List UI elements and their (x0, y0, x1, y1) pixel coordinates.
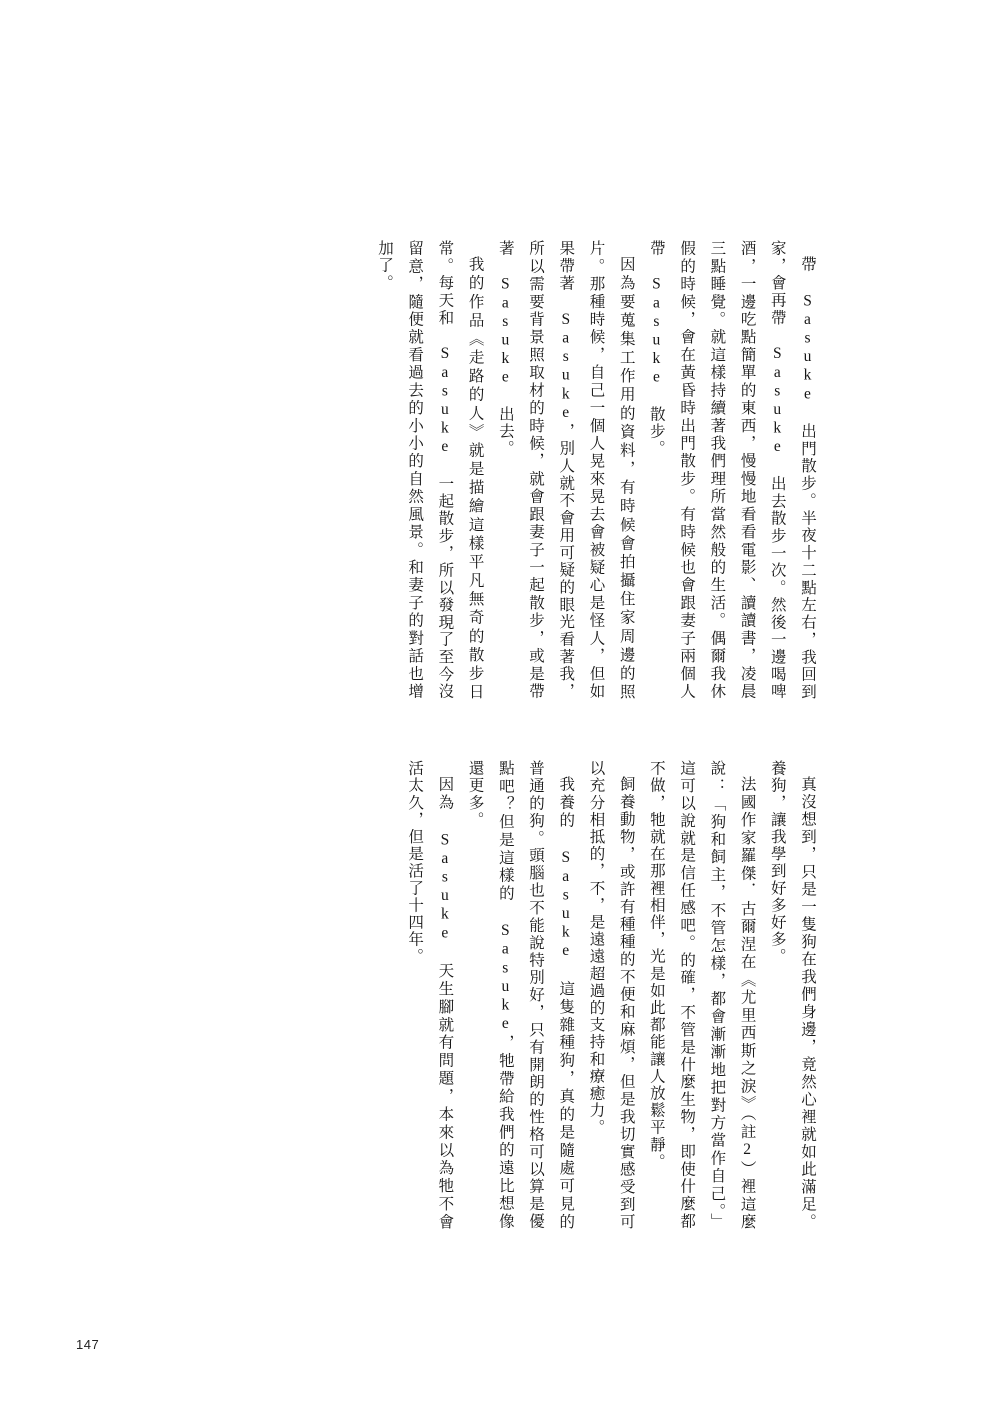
body-text-lower (399, 760, 822, 1230)
paragraph: 飼養動物，或許有種種的不便和麻煩，但是我切實感受到可以充分相抵的，不，是遠遠超過的支持和療癒力。 (587, 760, 635, 1230)
paragraph: 我養的 Sasuke 這隻雜種狗，真的是隨處可見的普通的狗。頭腦也不能說特別好，只有開朗的性格可以算是優點吧？但是這樣的 Sasuke，牠帶給我們的遠比想像還更多。 (466, 760, 575, 1230)
paragraph: 我的作品《走路的人》就是描繪這樣平凡無奇的散步日常。每天和 Sasuke 一起散步，所以發現了至今沒留意，隨便就看過去的小小的自然風景。和妻子的對話也增加了。 (375, 240, 484, 700)
paragraph: 法國作家羅傑．古爾涅在《尤里西斯之淚》（註2）裡這麼說：「狗和飼主，不管怎樣，都會漸漸地把對方當作自己。」這可以說就是信任感吧。的確，不管是什麼生物，即使什麼都不做，牠就在那裡相伴，光是如此都能讓人放鬆平靜。 (647, 760, 756, 1230)
paragraph: 帶 Sasuke 出門散步。半夜十二點左右，我回到家，會再帶 Sasuke 出去散步一次。然後一邊喝啤酒，一邊吃點簡單的東西，慢慢地看看電影、讀讀書，凌晨三點睡覺。就這樣持續著我們理所當然般的生活。偶爾我休假的時候，會在黃昏時出門散步。有時候也會跟妻子兩個人帶 Sasuke 散步。 (647, 240, 816, 700)
paragraph: 真沒想到，只是一隻狗在我們身邊，竟然心裡就如此滿足。養狗，讓我學到好多好多。 (768, 760, 816, 1230)
paragraph: 因為 Sasuke 天生腳就有問題，本來以為牠不會活太久，但是活了十四年。 (406, 760, 454, 1230)
body-text-upper (369, 240, 822, 700)
paragraph: 因為要蒐集工作用的資料，有時候會拍攝住家周邊的照片。那種時候，自己一個人晃來晃去會被疑心是怪人，但如果帶著 Sasuke，別人就不會用可疑的眼光看著我，所以需要背景照取材的時候，就會跟妻子一起散步，或是帶著 Sasuke 出去。 (496, 240, 635, 700)
page-number: 147 (76, 1337, 100, 1352)
